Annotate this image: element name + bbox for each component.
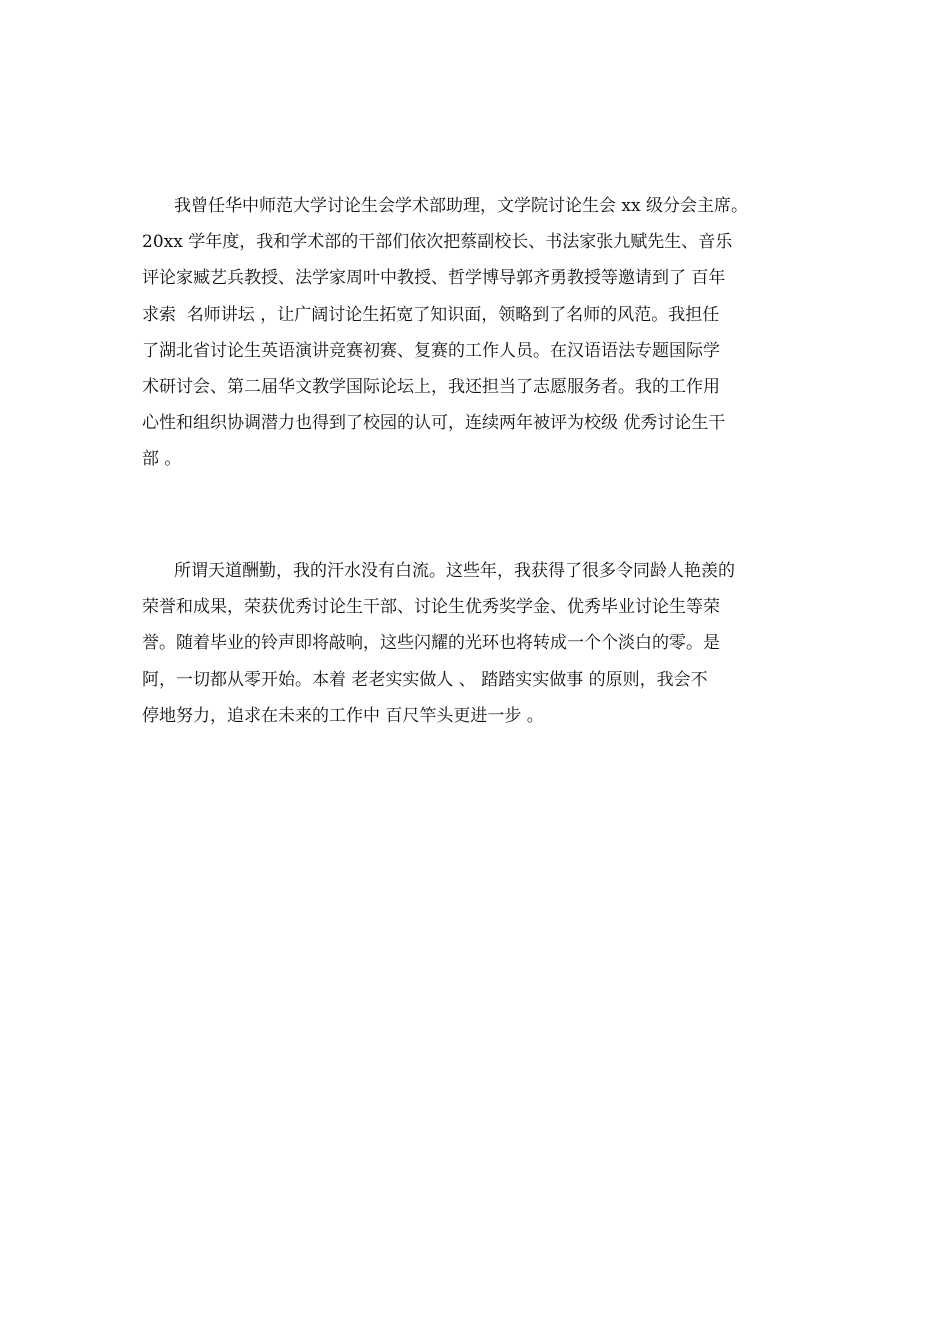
paragraph-line: 所谓天道酬勤，我的汗水没有白流。这些年，我获得了很多令同龄人艳羡的 [174,561,735,581]
paragraph-line: 誉。随着毕业的铃声即将敲响，这些闪耀的光环也将转成一个个淡白的零。是 [142,633,720,654]
paragraph-line: 部 。 [142,449,182,470]
paragraph-line: 我曾任华中师范大学讨论生会学术部助理，文学院讨论生会 xx 级分会主席。 [174,196,748,216]
paragraph-student-union-work [142,188,810,478]
paragraph-line: 阿，一切都从零开始。本着 老老实实做人 、 踏踏实实做事 的原则，我会不 [142,669,708,690]
paragraph-line: 了湖北省讨论生英语演讲竞赛初赛、复赛的工作人员。在汉语语法专题国际学 [142,340,720,361]
paragraph-line: 求索 名师讲坛 ，让广阔讨论生拓宽了知识面，领略到了名师的风范。我担任 [142,304,720,325]
paragraph-line: 20xx 学年度，我和学术部的干部们依次把蔡副校长、书法家张九赋先生、音乐 [142,232,733,253]
paragraph-line: 术研讨会、第二届华文教学国际论坛上，我还担当了志愿服务者。我的工作用 [142,376,720,397]
paragraph-honors [142,553,810,734]
paragraph-line: 评论家臧艺兵教授、法学家周叶中教授、哲学博导郭齐勇教授等邀请到了 百年 [142,268,726,289]
paragraph-line: 停地努力，追求在未来的工作中 百尺竿头更进一步 。 [142,705,544,726]
paragraph-line: 心性和组织协调潜力也得到了校园的认可，连续两年被评为校级 优秀讨论生干 [142,413,726,434]
paragraph-line: 荣誉和成果，荣获优秀讨论生干部、讨论生优秀奖学金、优秀毕业讨论生等荣 [142,597,720,618]
